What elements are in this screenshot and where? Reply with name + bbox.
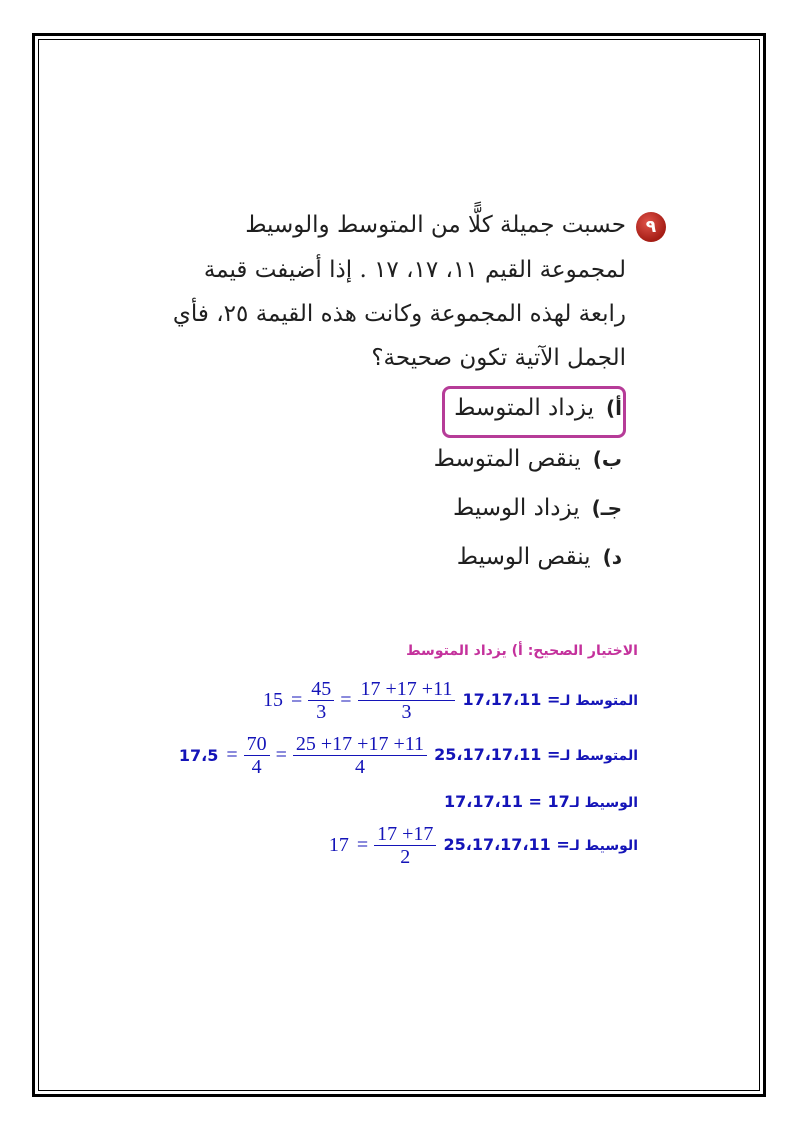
option-c-letter: جـ) [591, 496, 622, 520]
fraction-denominator: 4 [354, 756, 365, 778]
mean-original-equation [259, 678, 638, 723]
fraction-numerator: 17 +17 +11 [358, 678, 456, 701]
mean-original-label: المتوسط لـ [560, 693, 638, 709]
fraction-numerator: 70 [244, 733, 270, 756]
fraction-denominator: 3 [401, 701, 412, 723]
median-new-label: الوسيط لـ [569, 838, 638, 854]
equals-sign: = [226, 744, 238, 766]
fraction-denominator: 4 [251, 756, 262, 778]
mean-new-values: 25،17،17،11 = [434, 745, 561, 764]
equals-sign: = [340, 689, 352, 711]
equals-sign: = [275, 744, 287, 766]
question-line-3: رابعة لهذه المجموعة وكانت هذه القيمة ٢٥، فأي [172, 301, 626, 327]
fraction-simplified [308, 678, 334, 723]
fraction-simplified [244, 733, 270, 778]
median-new-math [325, 823, 439, 868]
option-d-letter: د) [602, 545, 622, 569]
question-line-1: حسبت جميلة كلًّا من المتوسط والوسيط [245, 212, 626, 238]
fraction-denominator: 2 [400, 846, 411, 868]
option-a[interactable] [454, 395, 622, 421]
option-d-text: ينقص الوسيط [456, 544, 591, 570]
correct-answer-line: الاختيار الصحيح: أ) يزداد المتوسط [406, 643, 638, 659]
option-b-letter: ب) [592, 447, 622, 471]
median-original-label: الوسيط لـ [569, 795, 638, 811]
equals-sign: = [356, 834, 369, 856]
mean-new-label: المتوسط لـ [560, 748, 638, 764]
option-b[interactable] [434, 446, 622, 472]
fraction-sum [293, 733, 427, 778]
result: 17 [328, 834, 349, 856]
mean-new-math [175, 733, 429, 778]
median-new-equation [325, 823, 638, 868]
question-line-2: لمجموعة القيم ١١، ١٧، ١٧ . إذا أضيفت قيمة [203, 257, 626, 283]
fraction-numerator: 25 +17 +17 +11 [293, 733, 427, 756]
option-b-text: ينقص المتوسط [433, 446, 581, 472]
fraction-sum [374, 823, 436, 868]
option-a-letter: أ) [606, 396, 622, 420]
median-original-equation [444, 792, 638, 811]
median-original-values: 17،17،11 = 17 [444, 792, 570, 811]
fraction-sum [358, 678, 456, 723]
option-c[interactable] [453, 495, 622, 521]
mean-original-values: 17،17،11 = [462, 690, 561, 709]
fraction-numerator: 17 +17 [374, 823, 436, 846]
option-c-text: يزداد الوسيط [453, 495, 580, 521]
question-line-4: الجمل الآتية تكون صحيحة؟ [371, 345, 626, 371]
equals-sign: = [290, 689, 303, 711]
result: 17،5 [178, 746, 219, 765]
median-new-values: 25،17،17،11 = [443, 835, 570, 854]
fraction-denominator: 3 [316, 701, 327, 723]
result: 15 [262, 689, 283, 711]
question-number-badge: ٩ [636, 212, 666, 242]
option-a-text: يزداد المتوسط [454, 395, 594, 421]
mean-original-math [259, 678, 457, 723]
option-d[interactable] [457, 544, 622, 570]
mean-new-equation [175, 733, 638, 778]
page-border-inner [38, 39, 760, 1091]
fraction-numerator: 45 [308, 678, 334, 701]
